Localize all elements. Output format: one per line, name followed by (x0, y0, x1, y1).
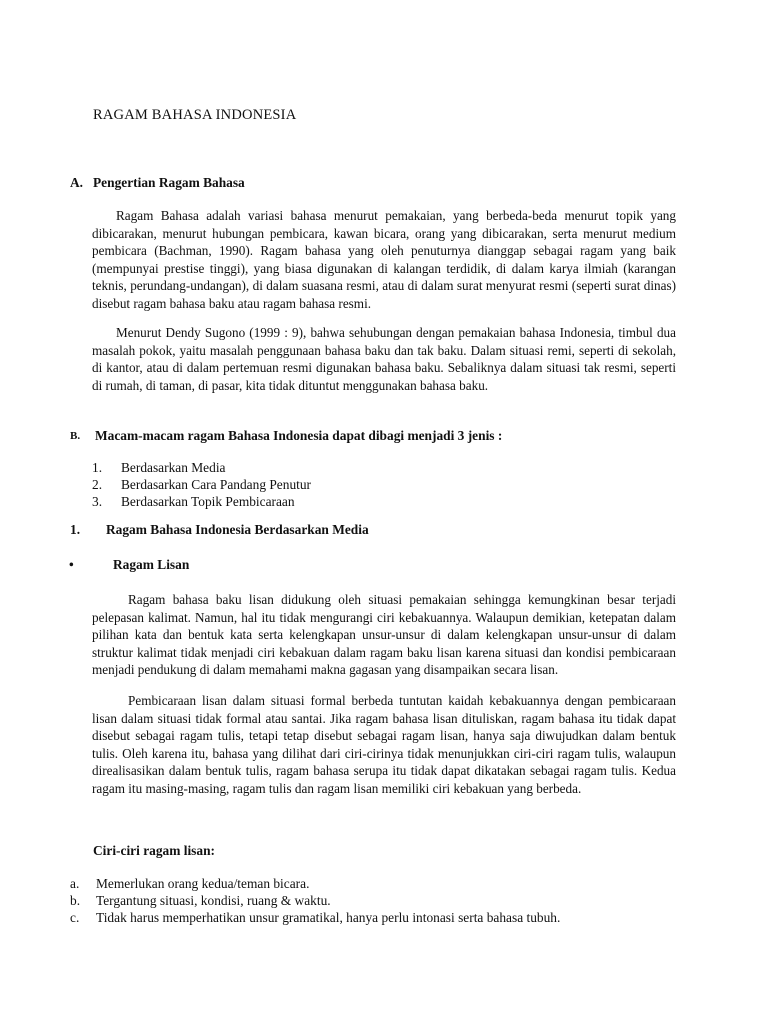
ciri-item: Memerlukan orang kedua/teman bicara. (96, 876, 310, 891)
ciri-item-marker: a. (70, 876, 80, 891)
list-item: Berdasarkan Cara Pandang Penutur (121, 477, 312, 492)
list-item-number: 2. (92, 477, 103, 492)
section-b-heading: Macam-macam ragam Bahasa Indonesia dapat dibagi menjadi 3 jenis : (95, 428, 503, 443)
subsection-1-marker: 1. (70, 522, 81, 537)
ciri-item-marker: b. (70, 893, 81, 908)
ragam-lisan-heading: Ragam Lisan (113, 557, 190, 572)
section-a-paragraph-2: Menurut Dendy Sugono (1999 : 9), bahwa sehubungan dengan pemakaian bahasa Indonesia, timbul dua masalah pokok, yaitu masalah penggunaan bahasa baku dan tak baku. Dalam situasi remi, seperti di sekolah, di kantor, atau di dalam pertemuan resmi digunakan bahasa baku. Sebaliknya dalam situasi tak resmi, seperti di rumah, di taman, di pasar, kita tidak dituntut menggunakan bahasa baku. (92, 325, 676, 393)
bullet-icon: • (69, 557, 74, 572)
section-a-paragraph-1: Ragam Bahasa adalah variasi bahasa menurut pemakaian, yang berbeda-beda menurut topik yang dibicarakan, menurut hubungan pembicara, kawan bicara, orang yang dibicarakan, serta menurut medium pembicara (Bachman, 1990). Ragam bahasa yang oleh penuturnya dianggap sebagai ragam yang baik (mempunyai prestise tinggi), yang biasa digunakan di kalangan terdidik, di dalam karya ilmiah (karangan teknis, perundang-undangan), di dalam suasana resmi, atau di dalam surat menyurat resmi (seperti surat dinas) disebut ragam bahasa baku atau ragam bahasa resmi. (92, 208, 676, 311)
subsection-1-heading: Ragam Bahasa Indonesia Berdasarkan Media (106, 522, 369, 537)
list-item: Berdasarkan Topik Pembicaraan (121, 494, 295, 509)
section-b-marker: B. (70, 430, 81, 442)
list-item-number: 3. (92, 494, 103, 509)
ciri-item-marker: c. (70, 910, 80, 925)
section-a-heading: Pengertian Ragam Bahasa (93, 175, 245, 190)
ciri-item: Tergantung situasi, kondisi, ruang & waktu. (96, 893, 331, 908)
list-item-number: 1. (92, 460, 103, 475)
list-item: Berdasarkan Media (121, 460, 226, 475)
ragam-lisan-paragraph-1: Ragam bahasa baku lisan didukung oleh situasi pemakaian sehingga kemungkinan besar terjadi pelepasan kalimat. Namun, hal itu tidak mengurangi ciri kebakuannya. Walaupun demikian, ketepatan dalam pilihan kata dan bentuk kata serta kelengkapan unsur-unsur di dalam kelengkapan unsur-unsur di dalam struktur kalimat tidak menjadi ciri kebakuan dalam ragam baku lisan karena situasi dan kondisi pembicaraan menjadi pendukung di dalam memahami makna gagasan yang disampaikan secara lisan. (92, 592, 676, 678)
ciri-heading: Ciri-ciri ragam lisan: (93, 843, 215, 858)
section-a-marker: A. (70, 175, 84, 190)
ragam-lisan-paragraph-2: Pembicaraan lisan dalam situasi formal berbeda tuntutan kaidah kebakuannya dengan pembicaraan lisan dalam situasi tidak formal atau santai. Jika ragam bahasa lisan dituliskan, ragam bahasa itu tidak dapat disebut sebagai ragam tulis, tetapi tetap disebut sebagai ragam lisan, hanya saja diwujudkan dalam bentuk tulis. Oleh karena itu, bahasa yang dilihat dari ciri-cirinya tidak menunjukkan ciri-ciri ragam tulis, walaupun direalisasikan dalam bentuk tulis, ragam bahasa serupa itu tidak dapat dikatakan sebagai ragam tulis. Kedua ragam itu masing-masing, ragam tulis dan ragam lisan memiliki ciri kebakuan yang berbeda. (92, 693, 676, 796)
ciri-item: Tidak harus memperhatikan unsur gramatikal, hanya perlu intonasi serta bahasa tubuh. (96, 910, 561, 925)
page-title: RAGAM BAHASA INDONESIA (93, 107, 297, 123)
